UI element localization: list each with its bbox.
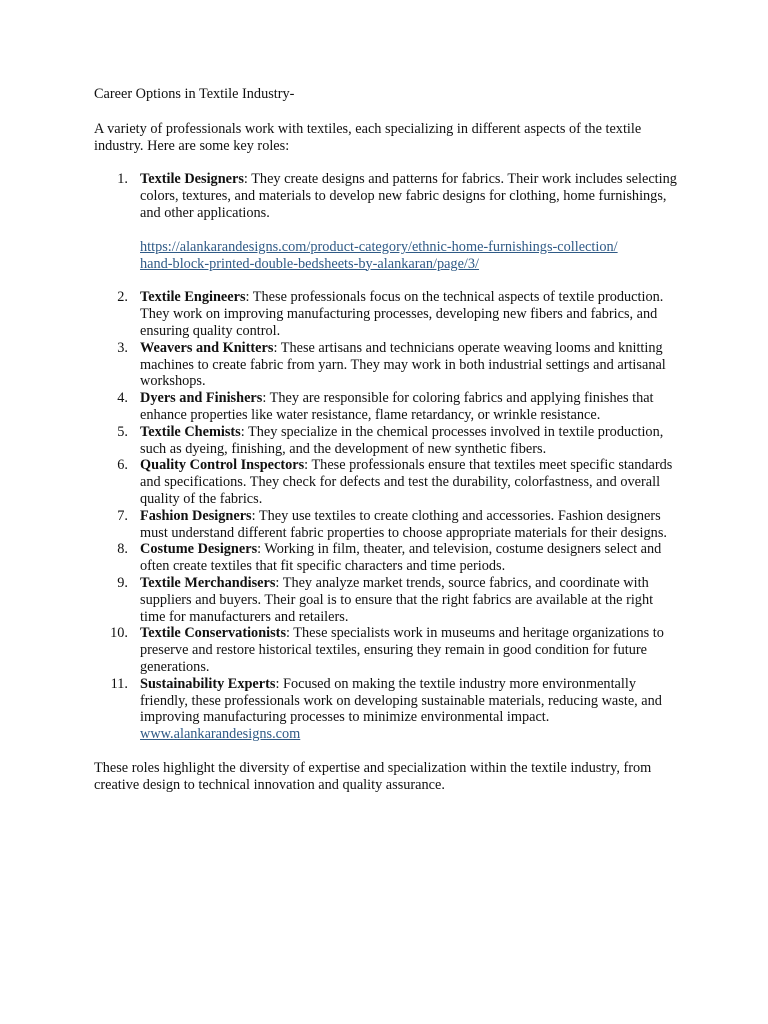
role-name: Textile Conservationists xyxy=(140,625,287,642)
role-name: Dyers and Finishers xyxy=(140,390,263,407)
list-item-number: 9. xyxy=(117,574,128,591)
list-item xyxy=(94,424,678,458)
role-name: Textile Designers xyxy=(140,171,244,188)
website-link[interactable]: www.alankarandesigns.com xyxy=(140,726,301,743)
list-item-number: 10. xyxy=(110,625,128,642)
list-item-number: 11. xyxy=(110,675,128,692)
list-item-number: 6. xyxy=(117,457,128,474)
list-item-number: 1. xyxy=(117,171,128,188)
role-description: : These artisans and technicians operate weaving looms and knitting machines to create fabric from yarn. They may work in both industrial settings and artisanal workshops. xyxy=(140,339,666,390)
role-name: Textile Merchandisers xyxy=(140,574,276,591)
role-name: Textile Chemists xyxy=(140,423,241,440)
product-link-line-1[interactable]: https://alankarandesigns.com/product-category/ethnic-home-furnishings-collection/ xyxy=(140,238,618,255)
list-item-number: 5. xyxy=(117,423,128,440)
list-item-number: 2. xyxy=(117,289,128,306)
list-item xyxy=(94,575,678,625)
list-item-number: 8. xyxy=(117,541,128,558)
closing-paragraph: These roles highlight the diversity of expertise and specialization within the textile industry, from creative design to technical innovation and quality assurance. xyxy=(94,759,652,793)
list-item xyxy=(94,390,678,424)
role-description: : These professionals ensure that textiles meet specific standards and specifications. They check for defects and test the durability, colorfastness, and overall quality of the fabrics. xyxy=(140,457,673,507)
role-description: : They specialize in the chemical processes involved in textile production, such as dyeing, finishing, and the development of new synthetic fibers. xyxy=(140,423,664,457)
role-description: : These specialists work in museums and heritage organizations to preserve and restore historical textiles, ensuring they remain in good condition for future generations. xyxy=(140,625,664,675)
role-name: Quality Control Inspectors xyxy=(140,457,305,474)
role-name: Sustainability Experts xyxy=(140,675,276,692)
list-item-number: 3. xyxy=(117,339,128,356)
list-item xyxy=(94,676,678,743)
list-item-number: 7. xyxy=(117,507,128,524)
role-description: : They use textiles to create clothing and accessories. Fashion designers must understand different fabric properties to choose appropriate materials for their designs. xyxy=(140,507,667,541)
list-item xyxy=(94,289,678,339)
role-name: Fashion Designers xyxy=(140,507,252,524)
list-item xyxy=(94,508,678,542)
role-description: : Working in film, theater, and television, costume designers select and often create textiles that fit specific characters and time periods. xyxy=(140,541,662,575)
role-description: : They create designs and patterns for fabrics. Their work includes selecting colors, textures, and materials to develop new fabric designs for clothing, home furnishings, and other applications. xyxy=(140,171,677,221)
role-description: : They analyze market trends, source fabrics, and coordinate with suppliers and buyers. Their goal is to ensure that the right fabrics are available at the right time for manufacturers and retailers. xyxy=(140,574,654,625)
role-description: : Focused on making the textile industry more environmentally friendly, these professionals work on developing sustainable materials, reducing waste, and improving manufacturing processes to minimize environmental impact. xyxy=(140,675,662,726)
list-item xyxy=(94,625,678,675)
role-description: : These professionals focus on the technical aspects of textile production. They work on improving manufacturing processes, developing new fibers and fabrics, and ensuring quality control. xyxy=(140,289,664,339)
list-item xyxy=(94,541,678,575)
list-item-number: 4. xyxy=(117,390,128,407)
document-title: Career Options in Textile Industry- xyxy=(94,86,295,102)
role-name: Costume Designers xyxy=(140,541,258,558)
role-link-block xyxy=(140,239,678,273)
list-item xyxy=(94,457,678,507)
list-item xyxy=(94,340,678,390)
role-description: : They are responsible for coloring fabrics and applying finishes that enhance properties like water resistance, flame retardancy, or wrinkle resistance. xyxy=(140,390,654,423)
intro-paragraph: A variety of professionals work with textiles, each specializing in different aspects of the textile industry. Here are some key roles: xyxy=(94,120,642,154)
list-item xyxy=(94,171,678,272)
product-link-line-2[interactable]: hand-block-printed-double-bedsheets-by-alankaran/page/3/ xyxy=(140,255,480,272)
roles-list xyxy=(94,171,678,743)
role-name: Weavers and Knitters xyxy=(140,339,274,356)
role-name: Textile Engineers xyxy=(140,289,246,306)
